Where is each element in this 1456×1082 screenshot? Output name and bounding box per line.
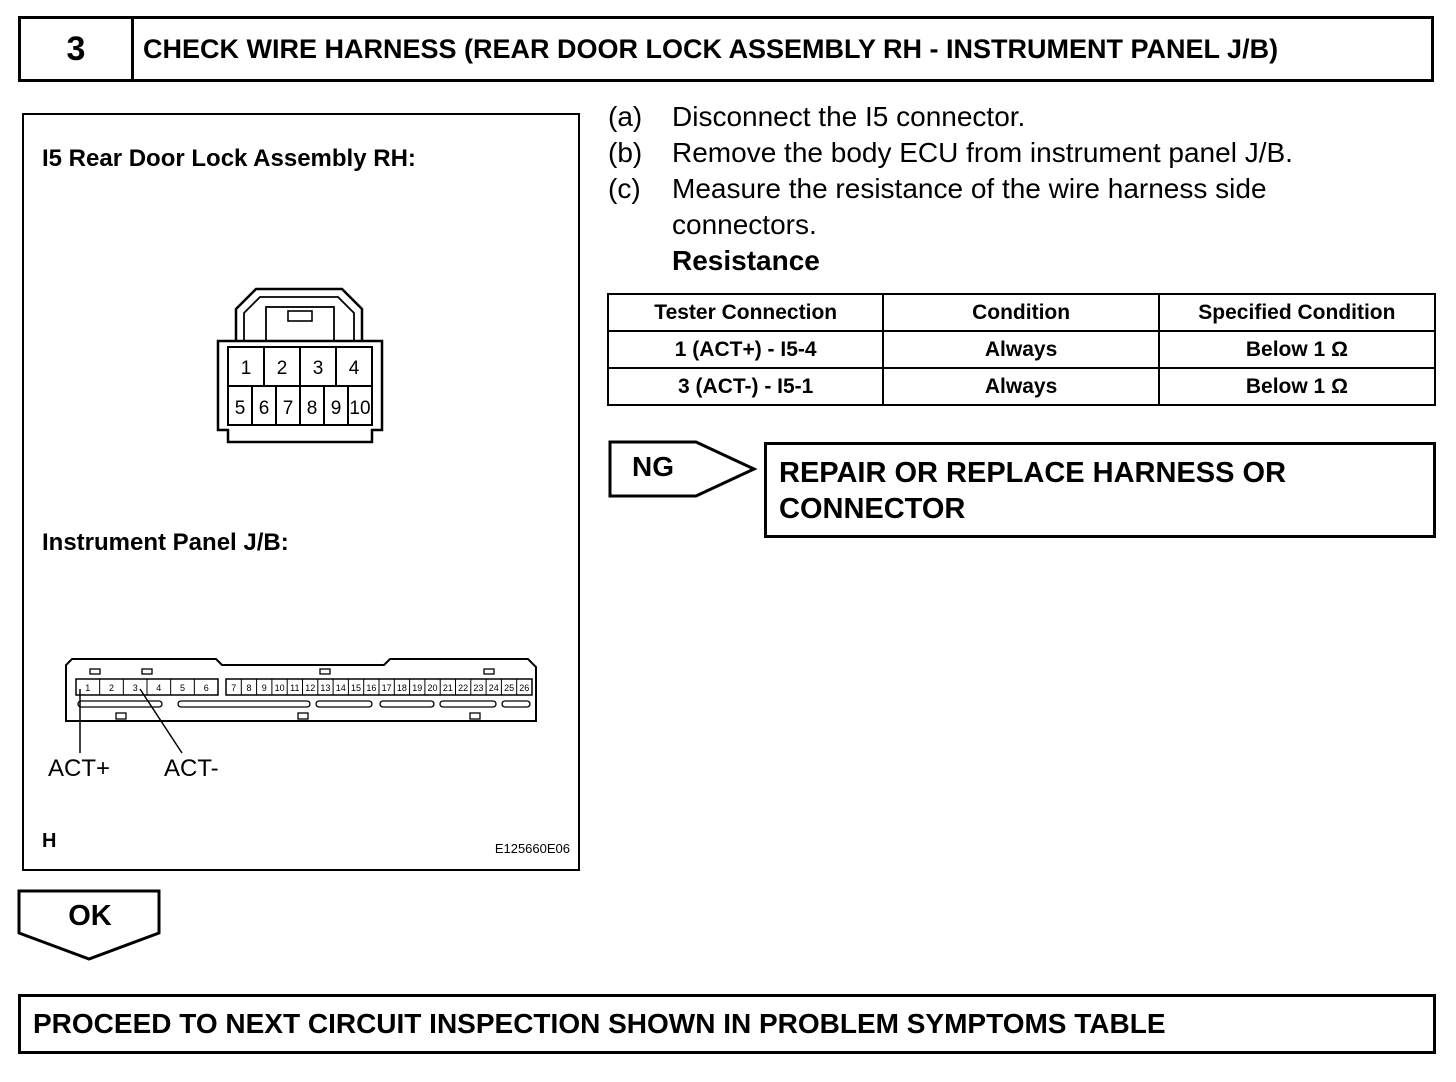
table-cell: Always bbox=[883, 331, 1158, 368]
jb-pin-label: 24 bbox=[488, 683, 499, 693]
ng-action-line1: REPAIR OR REPLACE HARNESS OR bbox=[779, 457, 1287, 489]
table-header-cell: Condition bbox=[883, 294, 1158, 331]
ok-label: OK bbox=[68, 900, 112, 932]
jb-pin-label: 23 bbox=[473, 683, 484, 693]
connector2-label: Instrument Panel J/B: bbox=[42, 529, 289, 556]
jb-pin-label: 17 bbox=[381, 683, 392, 693]
act-plus-callout: ACT+ bbox=[48, 755, 111, 782]
connector-figure bbox=[22, 113, 580, 871]
jb-pin-label: 21 bbox=[442, 683, 453, 693]
step-c-text-continued: connectors. bbox=[672, 209, 817, 240]
jb-pin-label: 9 bbox=[261, 683, 267, 693]
i5-pin-label: 10 bbox=[349, 398, 371, 419]
jb-pin-label: 4 bbox=[156, 683, 162, 693]
i5-pin-label: 5 bbox=[234, 398, 246, 419]
i5-pin-label: 1 bbox=[240, 358, 252, 379]
i5-pin-label: 2 bbox=[276, 358, 288, 379]
step-a-text: Disconnect the I5 connector. bbox=[672, 101, 1026, 132]
table-cell: Below 1 Ω bbox=[1159, 331, 1435, 368]
step-header bbox=[18, 16, 1434, 82]
table-header-row bbox=[608, 294, 1435, 331]
final-action-box bbox=[18, 994, 1436, 1054]
i5-pin-label: 8 bbox=[306, 398, 318, 419]
figure-code: E125660E06 bbox=[494, 841, 570, 856]
jb-pin-label: 3 bbox=[132, 683, 138, 693]
ng-action-box bbox=[764, 442, 1436, 538]
jb-pin-label: 16 bbox=[366, 683, 377, 693]
table-row bbox=[608, 368, 1435, 405]
jb-pin-label: 6 bbox=[203, 683, 209, 693]
i5-pin-label: 9 bbox=[330, 398, 342, 419]
ng-action-line2: CONNECTOR bbox=[779, 493, 966, 525]
jb-pin-label: 22 bbox=[458, 683, 469, 693]
figure-corner-letter: H bbox=[42, 830, 57, 852]
jb-pin-label: 15 bbox=[350, 683, 362, 693]
jb-pin-label: 10 bbox=[274, 683, 285, 693]
table-header-cell: Tester Connection bbox=[608, 294, 883, 331]
step-c bbox=[608, 173, 1267, 205]
table-cell: 1 (ACT+) - I5-4 bbox=[608, 331, 883, 368]
table-row bbox=[608, 331, 1435, 368]
i5-pin-label: 6 bbox=[258, 398, 270, 419]
step-c-label: (c) bbox=[608, 173, 641, 204]
resistance-table bbox=[607, 293, 1436, 406]
step-b-text: Remove the body ECU from instrument panel J/B. bbox=[672, 137, 1293, 168]
step-b-label: (b) bbox=[608, 137, 643, 168]
ng-arrow-icon bbox=[608, 440, 758, 498]
step-a bbox=[608, 101, 1025, 133]
table-cell: Below 1 Ω bbox=[1159, 368, 1435, 405]
i5-connector-diagram bbox=[214, 285, 386, 447]
jb-pin-label: 7 bbox=[231, 683, 237, 693]
jb-pin-label: 14 bbox=[335, 683, 346, 693]
ng-label: NG bbox=[632, 451, 674, 482]
jb-pin-label: 13 bbox=[320, 683, 331, 693]
jb-pin-label: 8 bbox=[246, 683, 252, 693]
step-title: CHECK WIRE HARNESS (REAR DOOR LOCK ASSEMBLY RH - INSTRUMENT PANEL J/B) bbox=[143, 33, 1279, 64]
jb-pin-label: 2 bbox=[108, 683, 115, 693]
jb-pin-label: 18 bbox=[396, 683, 407, 693]
step-c-text: Measure the resistance of the wire harness side bbox=[672, 173, 1267, 204]
jb-pin-label: 19 bbox=[412, 683, 423, 693]
i5-pin-label: 4 bbox=[348, 358, 360, 379]
resistance-heading: Resistance bbox=[672, 245, 820, 276]
step-number: 3 bbox=[21, 19, 134, 79]
table-cell: 3 (ACT-) - I5-1 bbox=[608, 368, 883, 405]
i5-pin-label: 3 bbox=[312, 358, 324, 379]
jb-connector-diagram bbox=[64, 655, 540, 785]
step-a-label: (a) bbox=[608, 101, 643, 132]
i5-pin-label: 7 bbox=[282, 398, 294, 419]
jb-pin-label: 26 bbox=[519, 683, 530, 693]
jb-pin-label: 25 bbox=[504, 683, 515, 693]
jb-pin-label: 5 bbox=[179, 683, 186, 693]
jb-pin-label: 12 bbox=[305, 683, 316, 693]
final-action-text: PROCEED TO NEXT CIRCUIT INSPECTION SHOWN IN PROBLEM SYMPTOMS TABLE bbox=[33, 1008, 1166, 1039]
act-minus-callout: ACT- bbox=[164, 755, 219, 782]
jb-pin-label: 11 bbox=[290, 683, 300, 693]
step-b bbox=[608, 137, 1293, 169]
connector1-label: I5 Rear Door Lock Assembly RH: bbox=[42, 145, 416, 172]
table-header-cell: Specified Condition bbox=[1159, 294, 1435, 331]
table-cell: Always bbox=[883, 368, 1158, 405]
jb-pin-label: 20 bbox=[427, 683, 438, 693]
jb-pin-label: 1 bbox=[85, 683, 91, 693]
